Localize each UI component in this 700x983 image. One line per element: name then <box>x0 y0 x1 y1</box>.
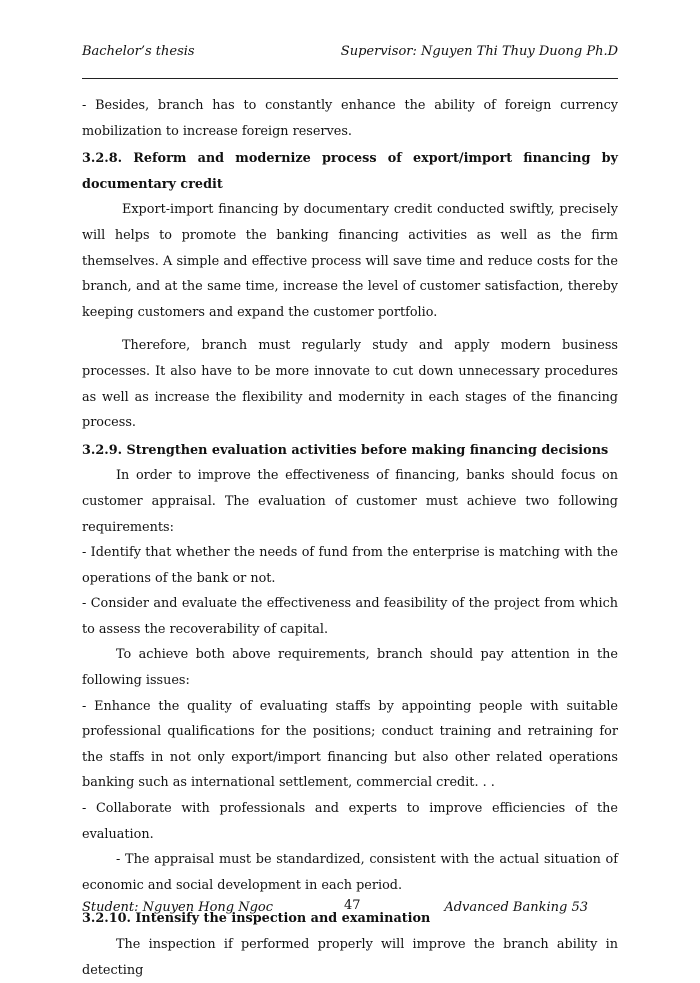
page-body <box>82 93 618 983</box>
paragraph-inspection: The inspection if performed properly will improve the branch ability in detecting <box>82 937 618 978</box>
supervisor-label: Supervisor: Nguyen Thi Thuy Duong Ph.D <box>340 44 618 59</box>
student-label: Student: Nguyen Hong Ngoc <box>82 900 274 915</box>
list-item-staff-quality: - Enhance the quality of evaluating staffs by appointing people with suitable professional qualifications for the positions; conduct training and retraining for the staffs in not only export/import financing but also other related operations banking such as international settlement, commercial credit. . . <box>82 698 618 791</box>
list-item-evaluate-feasibility: - Consider and evaluate the effectiveness and feasibility of the project from which to assess the recoverability of capital. <box>82 596 618 637</box>
page-footer <box>82 900 618 920</box>
list-item-collaborate: - Collaborate with professionals and experts to improve efficiencies of the evaluation. <box>82 801 618 842</box>
page-header <box>82 44 618 64</box>
section-heading-3-2-8: 3.2.8. Reform and modernize process of export/import financing by documentary credit <box>82 151 618 192</box>
section-heading-3-2-9: 3.2.9. Strengthen evaluation activities before making financing decisions <box>82 442 609 458</box>
section-heading-3-2-10: 3.2.10. Intensify the inspection and examination <box>82 911 431 927</box>
page-number: 47 <box>344 898 361 913</box>
list-item-standardized-appraisal: - The appraisal must be standardized, consistent with the actual situation of economic and social development in each period. <box>82 852 618 893</box>
paragraph-customer-appraisal: In order to improve the effectiveness of financing, banks should focus on customer appraisal. The evaluation of customer must achieve two following requirements: <box>82 468 618 535</box>
class-label: Advanced Banking 53 <box>444 900 588 915</box>
paragraph-foreign-reserves: - Besides, branch has to constantly enhance the ability of foreign currency mobilization to increase foreign reserves. <box>82 98 618 139</box>
thesis-label: Bachelor’s thesis <box>82 44 195 59</box>
header-divider <box>82 78 618 79</box>
paragraph-requirements: To achieve both above requirements, branch should pay attention in the following issues: <box>82 647 618 689</box>
paragraph-documentary-credit: Export-import financing by documentary credit conducted swiftly, precisely will helps to promote the banking financing activities as well as the firm themselves. A simple and effective process will save time and reduce costs for the branch, and at the same time, increase the level of customer satisfaction, thereby keeping customers and expand the customer portfolio. <box>82 202 618 320</box>
list-item-identify-needs: - Identify that whether the needs of fund from the enterprise is matching with the operations of the bank or not. <box>82 545 618 586</box>
paragraph-modern-processes: Therefore, branch must regularly study and apply modern business processes. It also have to be more innovate to cut down unnecessary procedures as well as increase the flexibility and modernity in each stages of the financing process. <box>82 338 618 431</box>
